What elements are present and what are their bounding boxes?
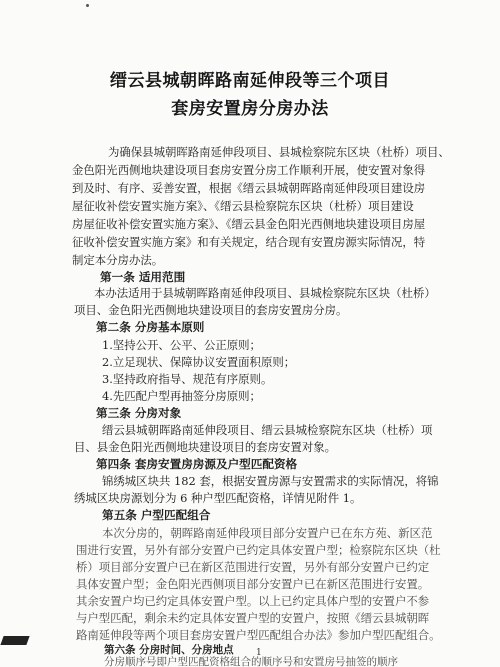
- section-heading-1: 第一条 适用范围: [100, 270, 186, 284]
- section-heading-2: 第二条 分房基本原则: [96, 320, 205, 334]
- paragraph-line: 锦绣城区块共 182 套，根据安置房源与安置需求的实际情况，将锦: [102, 474, 439, 488]
- speck-mark: [86, 4, 89, 7]
- paragraph-line: 到及时、有序、妥善安置，根据《缙云县城朝晖路南延伸段项目建设房: [72, 181, 426, 195]
- paragraph-line: 其余安置户均已约定具体安置户型。以上已约定具体户型的安置户不参: [76, 594, 430, 608]
- list-item: 2.立足现状、保障协议安置面积原则；: [102, 355, 296, 369]
- paragraph-line: 围进行安置，另外有部分安置户已约定具体安置户型；检察院东区块（杜: [76, 543, 441, 557]
- paragraph-line: 金色阳光西侧地块建设项目套房安置分房工作顺利开展，使安置对象得: [72, 163, 426, 177]
- paragraph-line: 项目、金色阳光西侧地块建设项目的套房安置房分房。: [74, 303, 348, 317]
- document-title-line-2: 套房安置房分房办法: [171, 99, 329, 119]
- paragraph-line: 路南延伸段等两个项目套房安置户型匹配组合办法》参加户型匹配组合。: [76, 628, 441, 642]
- paragraph-line: 缙云县城朝晖路南延伸段项目、缙云县城检察院东区块（杜桥）项: [102, 423, 433, 437]
- paragraph-line: 绣城区块房源划分为 6 种户型匹配资格，详情见附件 1。: [74, 491, 362, 505]
- list-item: 1.坚持公开、公平、公正原则；: [102, 338, 261, 352]
- section-heading-3: 第三条 分房对象: [96, 406, 182, 420]
- binding-mark: [0, 636, 29, 645]
- paragraph-line: 分房顺序号即户型匹配资格组合的顺序号和安置房号抽签的顺序: [104, 656, 398, 667]
- paragraph-line: 制定本分房办法。: [72, 253, 164, 267]
- document-title-line-1: 缙云县城朝晖路南延伸段等三个项目: [110, 71, 390, 91]
- paragraph-line: 征收补偿安置实施方案》和有关规定，结合现有安置房源实际情况，特: [72, 235, 426, 249]
- paragraph-line: 为确保县城朝晖路南延伸段项目、县城检察院东区块（杜桥）项目、: [108, 145, 450, 159]
- section-heading-6: 第六条 分房时间、分房地点: [104, 644, 234, 656]
- paragraph-line: 本办法适用于县城朝晖路南延伸段项目、县城检察院东区块（杜桥）: [94, 286, 436, 300]
- paragraph-line: 屋征收补偿安置实施方案》、《缙云县检察院东区块（杜桥）项目建设: [72, 199, 414, 213]
- section-heading-4: 第四条 套房安置房房源及户型匹配资格: [96, 457, 298, 471]
- section-heading-5: 第五条 户型匹配组合: [102, 508, 211, 522]
- paragraph-line: 目、县金色阳光西侧地块建设项目的套房安置对象。: [74, 440, 336, 454]
- list-item: 3.坚持政府指导、规范有序原则。: [102, 372, 273, 386]
- paragraph-line: 房屋征收补偿安置实施方案》、《缙云县金色阳光西侧地块建设项目房屋: [72, 217, 426, 231]
- paragraph-line: 具体安置户型；金色阳光西侧项目部分安置户已在新区范围进行安置。: [76, 577, 430, 591]
- list-item: 4.先匹配户型再抽签分房原则；: [102, 389, 261, 403]
- paragraph-line: 本次分房的，朝晖路南延伸段项目部分安置户已在东方苑、新区范: [102, 526, 433, 540]
- paragraph-line: 桥）项目部分安置户已在新区范围进行安置，另外有部分安置户已约定: [76, 560, 430, 574]
- paragraph-line: 与户型匹配，剩余未约定具体安置户型的安置户，按照《缙云县城朝晖: [76, 611, 430, 625]
- page-number: 1: [256, 648, 262, 658]
